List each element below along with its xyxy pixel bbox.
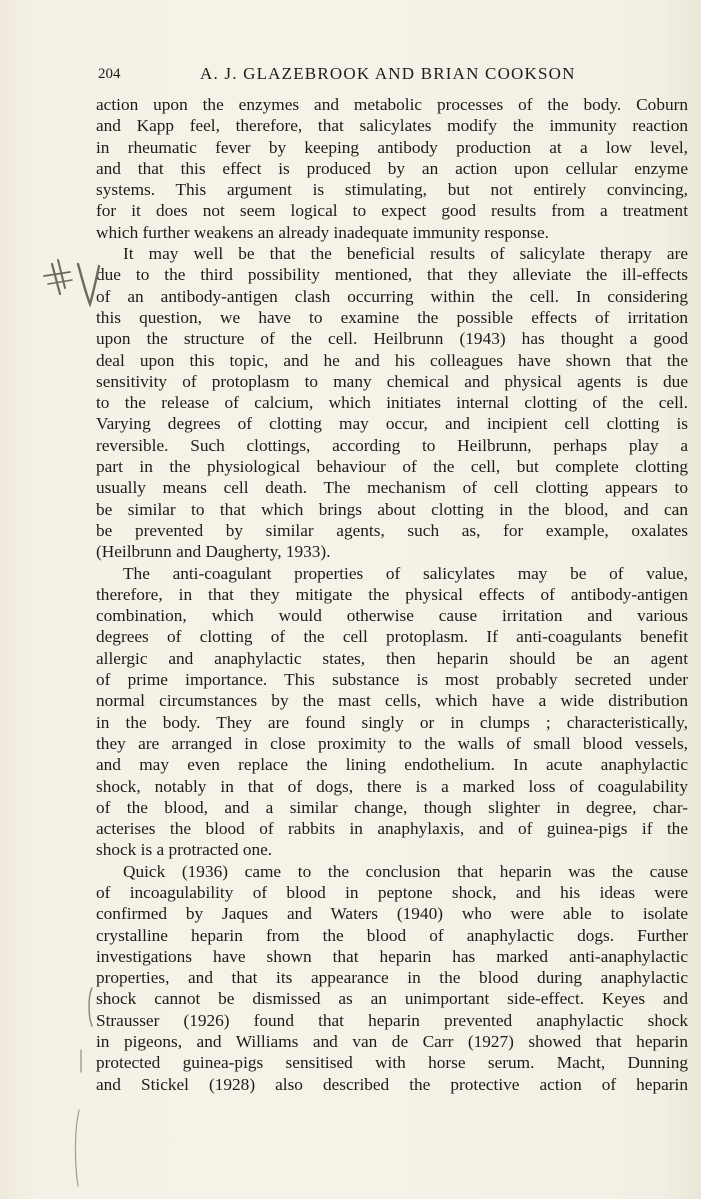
text-line: shock cannot be dismissed as an unimportant side-effect. Keyes and [96, 989, 688, 1009]
text-line: therefore, in that they mitigate the physical effects of antibody-antigen [96, 584, 688, 604]
text-line: allergic and anaphylactic states, then heparin should be an agent [96, 648, 688, 668]
text-line: in the body. They are found singly or in clumps ; characteristically, [96, 712, 688, 732]
text-line: protected guinea-pigs sensitised with horse serum. Macht, Dunning [96, 1053, 688, 1073]
text-line: in pigeons, and Williams and van de Carr (1927) showed that heparin [96, 1032, 688, 1052]
text-line: crystalline heparin from the blood of anaphylactic dogs. Further [96, 925, 688, 945]
text-line: confirmed by Jaques and Waters (1940) who were able to isolate [96, 904, 688, 924]
text-line: this question, we have to examine the possible effects of irritation [96, 307, 688, 327]
text-line: systems. This argument is stimulating, but not entirely convincing, [96, 180, 688, 200]
text-line: acterises the blood of rabbits in anaphylaxis, and of guinea-pigs if the [96, 819, 688, 839]
text-line: be prevented by similar agents, such as, for example, oxalates [96, 520, 688, 540]
margin-curve-mark [70, 1108, 84, 1188]
text-line: deal upon this topic, and he and his colleagues have shown that the [96, 350, 688, 370]
text-line: of incoagulability of blood in peptone shock, and his ideas were [96, 882, 688, 902]
margin-bracket-mark [84, 986, 96, 1028]
text-line: to the release of calcium, which initiates internal clotting of the cell. [96, 393, 688, 413]
text-line: and that this effect is produced by an action upon cellular enzyme [96, 158, 688, 178]
text-line: they are arranged in close proximity to the walls of small blood vessels, [96, 733, 688, 753]
text-line: for it does not seem logical to expect good results from a treatment [96, 201, 688, 221]
text-line: properties, and that its appearance in the blood during anaphylactic [96, 968, 688, 988]
text-line: It may well be that the beneficial results of salicylate therapy are [123, 244, 688, 264]
text-line: be similar to that which brings about clotting in the blood, and can [96, 499, 688, 519]
text-line: Quick (1936) came to the conclusion that heparin was the cause [123, 861, 688, 881]
text-line: investigations have shown that heparin has marked anti-anaphylactic [96, 946, 688, 966]
text-line: and may even replace the lining endothelium. In acute anaphylactic [96, 755, 688, 775]
text-line: of the blood, and a similar change, though slighter in degree, char- [96, 797, 688, 817]
text-line: and Kapp feel, therefore, that salicylates modify the immunity reaction [96, 116, 688, 136]
running-head: A. J. GLAZEBROOK AND BRIAN COOKSON [200, 64, 576, 83]
text-line: in rheumatic fever by keeping antibody production at a low level, [96, 137, 688, 157]
text-line: Varying degrees of clotting may occur, and incipient cell clotting is [96, 414, 688, 434]
margin-annotation-mark [38, 254, 102, 324]
margin-line-mark [76, 1048, 86, 1074]
text-line: which further weakens an already inadequate immunity response. [96, 222, 549, 242]
text-line: shock is a protracted one. [96, 840, 273, 860]
text-line: part in the physiological behaviour of the cell, but complete clotting [96, 457, 688, 477]
text-line: normal circumstances by the mast cells, which have a wide distribution [96, 691, 688, 711]
text-line: of prime importance. This substance is most probably secreted under [96, 670, 688, 690]
text-line: combination, which would otherwise cause irritation and various [96, 606, 688, 626]
text-line: Strausser (1926) found that heparin prevented anaphylactic shock [96, 1010, 688, 1030]
text-line: (Heilbrunn and Daugherty, 1933). [96, 542, 331, 562]
body-text [96, 94, 688, 1095]
text-line: and Stickel (1928) also described the protective action of heparin [96, 1074, 688, 1094]
page-number: 204 [98, 66, 121, 82]
text-line: due to the third possibility mentioned, that they alleviate the ill-effects [96, 265, 688, 285]
text-line: reversible. Such clottings, according to Heilbrunn, perhaps play a [96, 435, 688, 455]
page-header [98, 64, 598, 88]
text-line: upon the structure of the cell. Heilbrunn (1943) has thought a good [96, 329, 688, 349]
text-line: action upon the enzymes and metabolic processes of the body. Coburn [96, 95, 688, 114]
text-line: sensitivity of protoplasm to many chemical and physical agents is due [96, 371, 688, 391]
text-line: degrees of clotting of the cell protoplasm. If anti-coagulants benefit [96, 627, 688, 647]
text-line: The anti-coagulant properties of salicylates may be of value, [123, 563, 688, 583]
text-line: usually means cell death. The mechanism of cell clotting appears to [96, 478, 688, 498]
text-line: shock, notably in that of dogs, there is a marked loss of coagulability [96, 776, 688, 796]
text-line: of an antibody-antigen clash occurring within the cell. In considering [96, 286, 688, 306]
